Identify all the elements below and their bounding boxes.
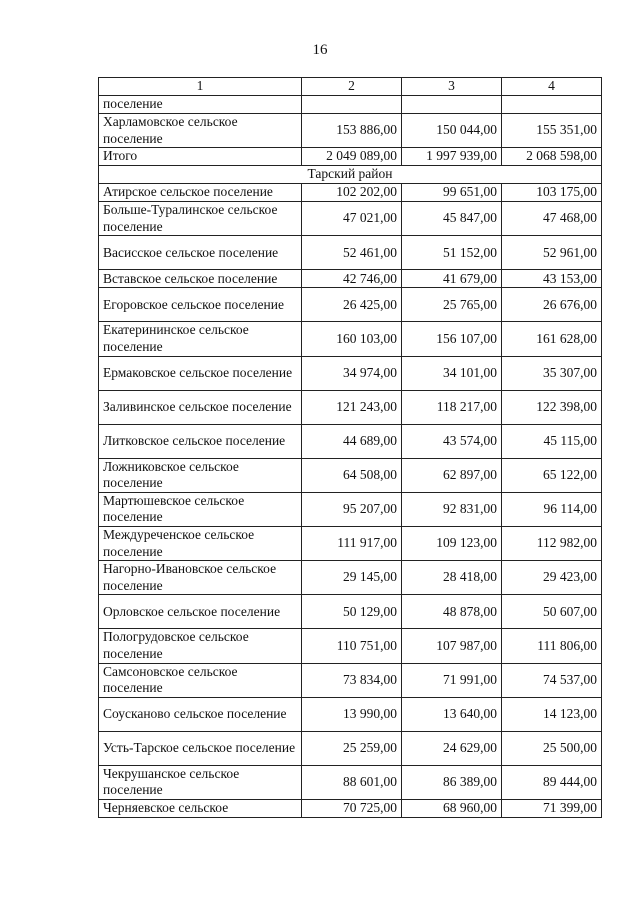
table-row bbox=[99, 322, 602, 356]
table-row bbox=[99, 526, 602, 560]
table-row bbox=[99, 390, 602, 424]
settlement-name: Черняевское сельское bbox=[99, 799, 302, 817]
value-col4: 89 444,00 bbox=[502, 765, 602, 799]
settlement-name: Атирское сельское поселение bbox=[99, 184, 302, 202]
settlement-name: Больше-Туралинское сельское поселение bbox=[99, 202, 302, 236]
value-col4: 25 500,00 bbox=[502, 731, 602, 765]
value-col3: 43 574,00 bbox=[402, 424, 502, 458]
value-col4: 122 398,00 bbox=[502, 390, 602, 424]
value-col3: 156 107,00 bbox=[402, 322, 502, 356]
value-col2: 102 202,00 bbox=[302, 184, 402, 202]
table-row bbox=[99, 236, 602, 270]
settlement-name: Мартюшевское сельское поселение bbox=[99, 492, 302, 526]
value-col4 bbox=[502, 96, 602, 114]
value-col3: 45 847,00 bbox=[402, 202, 502, 236]
total-label: Итого bbox=[99, 148, 302, 166]
table-row bbox=[99, 731, 602, 765]
value-col3: 34 101,00 bbox=[402, 356, 502, 390]
section-row bbox=[99, 166, 602, 184]
settlement-name: Литковское сельское поселение bbox=[99, 424, 302, 458]
value-col2: 26 425,00 bbox=[302, 288, 402, 322]
value-col3: 118 217,00 bbox=[402, 390, 502, 424]
settlement-name: Заливинское сельское поселение bbox=[99, 390, 302, 424]
value-col4: 96 114,00 bbox=[502, 492, 602, 526]
column-header: 4 bbox=[502, 78, 602, 96]
value-col2: 111 917,00 bbox=[302, 526, 402, 560]
value-col2 bbox=[302, 96, 402, 114]
value-col4: 161 628,00 bbox=[502, 322, 602, 356]
value-col4: 29 423,00 bbox=[502, 561, 602, 595]
value-col2: 13 990,00 bbox=[302, 697, 402, 731]
settlement-name: Васисское сельское поселение bbox=[99, 236, 302, 270]
value-col4: 111 806,00 bbox=[502, 629, 602, 663]
value-col2: 64 508,00 bbox=[302, 458, 402, 492]
table-row bbox=[99, 184, 602, 202]
settlement-name: Самсоновское сельское поселение bbox=[99, 663, 302, 697]
settlement-name: Орловское сельское поселение bbox=[99, 595, 302, 629]
value-col2: 34 974,00 bbox=[302, 356, 402, 390]
value-col4: 52 961,00 bbox=[502, 236, 602, 270]
settlement-name: Ложниковское сельское поселение bbox=[99, 458, 302, 492]
value-col2: 160 103,00 bbox=[302, 322, 402, 356]
value-col2: 47 021,00 bbox=[302, 202, 402, 236]
table-row bbox=[99, 492, 602, 526]
value-col4: 71 399,00 bbox=[502, 799, 602, 817]
value-col4: 43 153,00 bbox=[502, 270, 602, 288]
table-row bbox=[99, 561, 602, 595]
settlement-name: Егоровское сельское поселение bbox=[99, 288, 302, 322]
value-col3: 13 640,00 bbox=[402, 697, 502, 731]
value-col2: 44 689,00 bbox=[302, 424, 402, 458]
value-col3: 71 991,00 bbox=[402, 663, 502, 697]
settlement-name: Нагорно-Ивановское сельское поселение bbox=[99, 561, 302, 595]
settlement-name: Екатерининское сельское поселение bbox=[99, 322, 302, 356]
total-col4: 2 068 598,00 bbox=[502, 148, 602, 166]
value-col3: 109 123,00 bbox=[402, 526, 502, 560]
settlement-name: Соусканово сельское поселение bbox=[99, 697, 302, 731]
value-col3: 48 878,00 bbox=[402, 595, 502, 629]
page-number: 16 bbox=[312, 42, 328, 58]
value-col3: 62 897,00 bbox=[402, 458, 502, 492]
value-col3: 150 044,00 bbox=[402, 114, 502, 148]
value-col3: 86 389,00 bbox=[402, 765, 502, 799]
value-col3: 51 152,00 bbox=[402, 236, 502, 270]
header-row bbox=[99, 78, 602, 96]
value-col3: 107 987,00 bbox=[402, 629, 502, 663]
table-row bbox=[99, 629, 602, 663]
value-col3: 92 831,00 bbox=[402, 492, 502, 526]
value-col4: 47 468,00 bbox=[502, 202, 602, 236]
value-col4: 50 607,00 bbox=[502, 595, 602, 629]
settlement-name: Пологрудовское сельское поселение bbox=[99, 629, 302, 663]
value-col4: 103 175,00 bbox=[502, 184, 602, 202]
table-row bbox=[99, 697, 602, 731]
value-col4: 45 115,00 bbox=[502, 424, 602, 458]
total-col3: 1 997 939,00 bbox=[402, 148, 502, 166]
total-row bbox=[99, 148, 602, 166]
value-col2: 52 461,00 bbox=[302, 236, 402, 270]
settlement-name: Междуреченское сельское поселение bbox=[99, 526, 302, 560]
value-col2: 50 129,00 bbox=[302, 595, 402, 629]
value-col3: 99 651,00 bbox=[402, 184, 502, 202]
value-col4: 74 537,00 bbox=[502, 663, 602, 697]
table-row bbox=[99, 595, 602, 629]
settlement-name: Чекрушанское сельское поселение bbox=[99, 765, 302, 799]
value-col3: 68 960,00 bbox=[402, 799, 502, 817]
table-row bbox=[99, 458, 602, 492]
value-col2: 121 243,00 bbox=[302, 390, 402, 424]
table-row bbox=[99, 356, 602, 390]
value-col3: 24 629,00 bbox=[402, 731, 502, 765]
value-col4: 155 351,00 bbox=[502, 114, 602, 148]
table-row bbox=[99, 765, 602, 799]
value-col2: 73 834,00 bbox=[302, 663, 402, 697]
settlement-name: Харламовское сельское поселение bbox=[99, 114, 302, 148]
table-row bbox=[99, 799, 602, 817]
value-col2: 25 259,00 bbox=[302, 731, 402, 765]
column-header: 2 bbox=[302, 78, 402, 96]
value-col3: 41 679,00 bbox=[402, 270, 502, 288]
table-row bbox=[99, 270, 602, 288]
value-col4: 14 123,00 bbox=[502, 697, 602, 731]
value-col2: 95 207,00 bbox=[302, 492, 402, 526]
value-col2: 88 601,00 bbox=[302, 765, 402, 799]
table-row bbox=[99, 202, 602, 236]
value-col4: 35 307,00 bbox=[502, 356, 602, 390]
total-col2: 2 049 089,00 bbox=[302, 148, 402, 166]
value-col3 bbox=[402, 96, 502, 114]
value-col4: 26 676,00 bbox=[502, 288, 602, 322]
column-header: 3 bbox=[402, 78, 502, 96]
value-col4: 112 982,00 bbox=[502, 526, 602, 560]
table-body bbox=[99, 78, 602, 818]
value-col3: 25 765,00 bbox=[402, 288, 502, 322]
table-row bbox=[99, 96, 602, 114]
value-col2: 70 725,00 bbox=[302, 799, 402, 817]
value-col3: 28 418,00 bbox=[402, 561, 502, 595]
table-row bbox=[99, 663, 602, 697]
settlement-name: поселение bbox=[99, 96, 302, 114]
table-row bbox=[99, 114, 602, 148]
budget-table bbox=[98, 77, 602, 818]
value-col2: 42 746,00 bbox=[302, 270, 402, 288]
column-header: 1 bbox=[99, 78, 302, 96]
value-col4: 65 122,00 bbox=[502, 458, 602, 492]
settlement-name: Ермаковское сельское поселение bbox=[99, 356, 302, 390]
section-title: Тарский район bbox=[99, 166, 602, 184]
value-col2: 153 886,00 bbox=[302, 114, 402, 148]
settlement-name: Усть-Тарское сельское поселение bbox=[99, 731, 302, 765]
table-row bbox=[99, 288, 602, 322]
value-col2: 110 751,00 bbox=[302, 629, 402, 663]
settlement-name: Вставское сельское поселение bbox=[99, 270, 302, 288]
value-col2: 29 145,00 bbox=[302, 561, 402, 595]
table-row bbox=[99, 424, 602, 458]
